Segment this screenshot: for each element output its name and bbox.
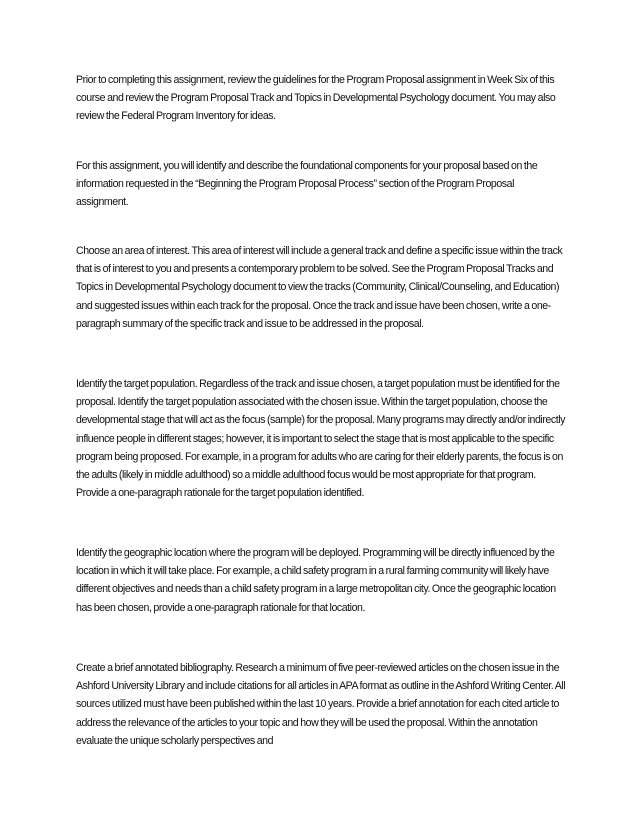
paragraph-intro: Prior to completing this assignment, review the guidelines for the Program Proposal assignment in Week Six of this course and review the Program Proposal Track and Topics in Developmental Psychology document. You may also review the Federal Program Inventory for ideas. bbox=[76, 74, 556, 123]
paragraph-target-population: Identify the target population. Regardless of the track and issue chosen, a target population must be identified for the proposal. Identify the target population associated with the chosen issue. Within the target population, choose the developmental stage that will act as the focus (sample) for the proposal. Many programs may directly and/or indirectly influence people in different stages; however, it is important to select the stage that is most applicable to the specific program being proposed. For example, in a program for adults who are caring for their elderly parents, the focus is on the adults (likely in middle adulthood) so a middle adulthood focus would be most appropriate for that program. Provide a one-paragraph rationale for the target population identified. bbox=[76, 378, 565, 500]
paragraph-geographic-location: Identify the geographic location where the program will be deployed. Programming will be directly influenced by the location in which it will take place. For example, a child safety program in a rural farming community will likely have different objectives and needs than a child safety program in a large metropolitan city. Once the geographic location has been chosen, provide a one-paragraph rationale for that location. bbox=[76, 547, 556, 614]
paragraph-assignment-overview: For this assignment, you will identify and describe the foundational components for your proposal based on the information requested in the “Beginning the Program Proposal Process” section of the Program Proposal assignment. bbox=[76, 160, 538, 209]
paragraph-area-of-interest: Choose an area of interest. This area of interest will include a general track and define a specific issue within the track that is of interest to you and presents a contemporary problem to be solved. See the Program Proposal Tracks and Topics in Developmental Psychology document to view the tracks (Community, Clinical/Counseling, and Education) and suggested issues within each track for the proposal. Once the track and issue have been chosen, write a one-paragraph summary of the specific track and issue to be addressed in the proposal. bbox=[76, 245, 563, 330]
paragraph-annotated-bibliography: Create a brief annotated bibliography. Research a minimum of five peer-reviewed articles on the chosen issue in the Ashford University Library and include citations for all articles in APA format as outline in the Ashford Writing Center. All sources utilized must have been published within the last 10 years. Provide a brief annotation for each cited article to address the relevance of the articles to your topic and how they will be used the proposal. Within the annotation evaluate the unique scholarly perspectives and bbox=[76, 662, 566, 747]
